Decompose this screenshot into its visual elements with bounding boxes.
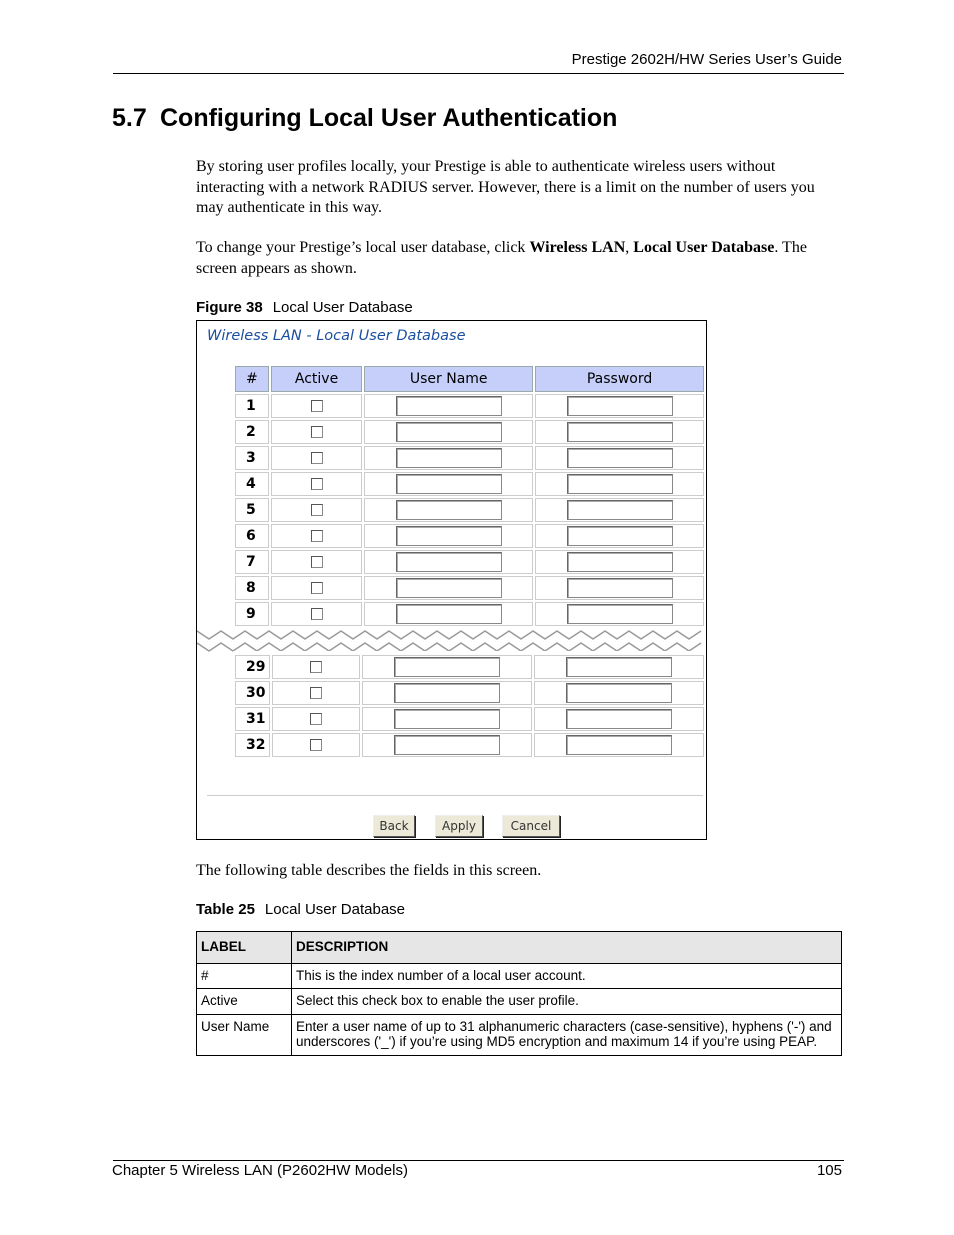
user-name-cell [364, 394, 533, 418]
active-cell [271, 576, 363, 600]
password-cell [535, 524, 704, 548]
row-index: 30 [235, 681, 270, 705]
password-input[interactable] [567, 604, 673, 624]
password-cell [535, 550, 704, 574]
user-name-input[interactable] [396, 526, 502, 546]
cancel-button[interactable]: Cancel [502, 815, 560, 837]
page-number: 105 [816, 1162, 842, 1179]
active-cell [272, 655, 360, 679]
user-row [235, 550, 704, 574]
user-row [235, 524, 704, 548]
password-input[interactable] [567, 396, 673, 416]
active-checkbox[interactable] [311, 452, 323, 464]
form-divider [207, 795, 703, 796]
password-input[interactable] [566, 657, 672, 677]
user-row [235, 733, 704, 757]
row-index: 2 [235, 420, 269, 444]
column-header-number: # [235, 366, 269, 392]
password-input[interactable] [567, 422, 673, 442]
user-database-table [233, 364, 706, 628]
active-checkbox[interactable] [311, 478, 323, 490]
password-cell [535, 446, 704, 470]
nav-menu-wireless-lan: Wireless LAN [529, 239, 626, 256]
row-index: 9 [235, 602, 269, 626]
nav-separator: , [625, 239, 634, 256]
user-database-table-continued [233, 651, 706, 759]
password-input[interactable] [566, 735, 672, 755]
figure-caption-text: Local User Database [272, 299, 413, 316]
row-index: 3 [235, 446, 269, 470]
row-index: 7 [235, 550, 269, 574]
navigation-paragraph [196, 238, 836, 279]
user-name-input[interactable] [394, 657, 500, 677]
field-description: This is the index number of a local user account. [292, 963, 842, 989]
user-row [235, 707, 704, 731]
nav-text-suffix: . The screen appears as shown. [196, 239, 807, 277]
table-caption [196, 901, 405, 918]
user-name-input[interactable] [396, 396, 502, 416]
user-name-input[interactable] [396, 448, 502, 468]
user-row [235, 655, 704, 679]
active-checkbox[interactable] [311, 608, 323, 620]
description-header-row [197, 932, 842, 964]
row-index: 32 [235, 733, 270, 757]
active-cell [271, 498, 363, 522]
user-name-cell [364, 446, 533, 470]
password-cell [534, 655, 704, 679]
active-checkbox[interactable] [311, 426, 323, 438]
password-cell [534, 681, 704, 705]
table-caption-text: Local User Database [264, 901, 405, 918]
user-name-cell [364, 550, 533, 574]
label-column-header: LABEL [197, 932, 292, 964]
password-cell [535, 602, 704, 626]
table-intro-paragraph: The following table describes the fields in this screen. [196, 862, 542, 879]
active-cell [271, 394, 363, 418]
intro-paragraph: By storing user profiles locally, your Prestige is able to authenticate wireless users without interacting with a network RADIUS server. However, there is a limit on the number of users you may authenticate in this way. [196, 158, 815, 216]
row-index: 6 [235, 524, 269, 548]
table-label: Table 25 [196, 901, 255, 918]
active-cell [272, 733, 360, 757]
description-column-header: DESCRIPTION [292, 932, 842, 964]
table-row [197, 963, 842, 989]
field-description: Enter a user name of up to 31 alphanumeric characters (case-sensitive), hyphens ('-') and underscores ('_') if you’re using MD5 encryption and maximum 14 if you’re using PEAP. [292, 1014, 842, 1055]
user-name-cell [362, 707, 532, 731]
section-title-text: Configuring Local User Authentication [160, 104, 618, 132]
footer-rule [113, 1160, 844, 1161]
password-input[interactable] [566, 683, 672, 703]
active-cell [271, 524, 363, 548]
user-name-input[interactable] [394, 683, 500, 703]
password-cell [535, 576, 704, 600]
active-cell [271, 602, 363, 626]
user-name-input[interactable] [396, 500, 502, 520]
password-input[interactable] [567, 552, 673, 572]
active-checkbox[interactable] [311, 582, 323, 594]
user-name-cell [364, 524, 533, 548]
active-cell [271, 472, 363, 496]
user-row [235, 394, 704, 418]
user-name-cell [364, 576, 533, 600]
user-name-input[interactable] [396, 604, 502, 624]
user-name-cell [362, 655, 532, 679]
user-row [235, 420, 704, 444]
header-rule [113, 73, 844, 74]
active-checkbox[interactable] [310, 661, 322, 673]
active-cell [272, 681, 360, 705]
table-row [197, 989, 842, 1015]
user-name-cell [364, 498, 533, 522]
field-description: Select this check box to enable the user profile. [292, 989, 842, 1015]
active-checkbox[interactable] [311, 400, 323, 412]
password-cell [535, 394, 704, 418]
column-header-active: Active [271, 366, 363, 392]
password-input[interactable] [567, 448, 673, 468]
table-row [197, 1014, 842, 1055]
active-cell [271, 550, 363, 574]
password-input[interactable] [567, 578, 673, 598]
user-name-input[interactable] [396, 422, 502, 442]
column-header-user-name: User Name [364, 366, 533, 392]
user-name-input[interactable] [394, 735, 500, 755]
user-row [235, 576, 704, 600]
row-index: 31 [235, 707, 270, 731]
active-checkbox[interactable] [311, 530, 323, 542]
field-label: # [197, 963, 292, 989]
row-index: 1 [235, 394, 269, 418]
row-index: 5 [235, 498, 269, 522]
user-row [235, 472, 704, 496]
field-label: User Name [197, 1014, 292, 1055]
user-row [235, 446, 704, 470]
active-checkbox[interactable] [311, 556, 323, 568]
row-index: 4 [235, 472, 269, 496]
user-row [235, 498, 704, 522]
password-cell [535, 472, 704, 496]
password-cell [535, 498, 704, 522]
field-label: Active [197, 989, 292, 1015]
user-name-cell [362, 733, 532, 757]
footer-chapter: Chapter 5 Wireless LAN (P2602HW Models) [112, 1162, 408, 1179]
user-name-input[interactable] [396, 552, 502, 572]
user-name-cell [362, 681, 532, 705]
running-header: Prestige 2602H/HW Series User’s Guide [571, 51, 842, 68]
active-checkbox[interactable] [310, 687, 322, 699]
section-title [112, 104, 617, 133]
user-row [235, 681, 704, 705]
user-name-input[interactable] [394, 709, 500, 729]
figure-caption [196, 299, 413, 316]
active-checkbox[interactable] [310, 713, 322, 725]
apply-button[interactable]: Apply [435, 815, 483, 837]
user-name-cell [364, 472, 533, 496]
user-name-input[interactable] [396, 578, 502, 598]
active-cell [271, 446, 363, 470]
user-name-cell [364, 420, 533, 444]
figure-label: Figure 38 [196, 299, 263, 316]
user-row [235, 602, 704, 626]
local-user-database-screenshot [196, 320, 707, 840]
password-input[interactable] [567, 500, 673, 520]
nav-text-prefix: To change your Prestige’s local user database, click [196, 239, 530, 256]
active-checkbox[interactable] [311, 504, 323, 516]
active-checkbox[interactable] [310, 739, 322, 751]
password-input[interactable] [566, 709, 672, 729]
active-cell [271, 420, 363, 444]
password-input[interactable] [567, 474, 673, 494]
column-header-password: Password [535, 366, 704, 392]
password-cell [534, 733, 704, 757]
row-index: 29 [235, 655, 270, 679]
user-name-cell [364, 602, 533, 626]
active-cell [272, 707, 360, 731]
row-index: 8 [235, 576, 269, 600]
field-description-table [196, 931, 842, 1056]
nav-menu-local-user-database: Local User Database [633, 239, 775, 256]
table-header-row [235, 366, 704, 392]
back-button[interactable]: Back [373, 815, 415, 837]
password-input[interactable] [567, 526, 673, 546]
screen-title: Wireless LAN - Local User Database [207, 328, 466, 344]
password-cell [534, 707, 704, 731]
user-name-input[interactable] [396, 474, 502, 494]
section-number: 5.7 [112, 104, 147, 132]
password-cell [535, 420, 704, 444]
